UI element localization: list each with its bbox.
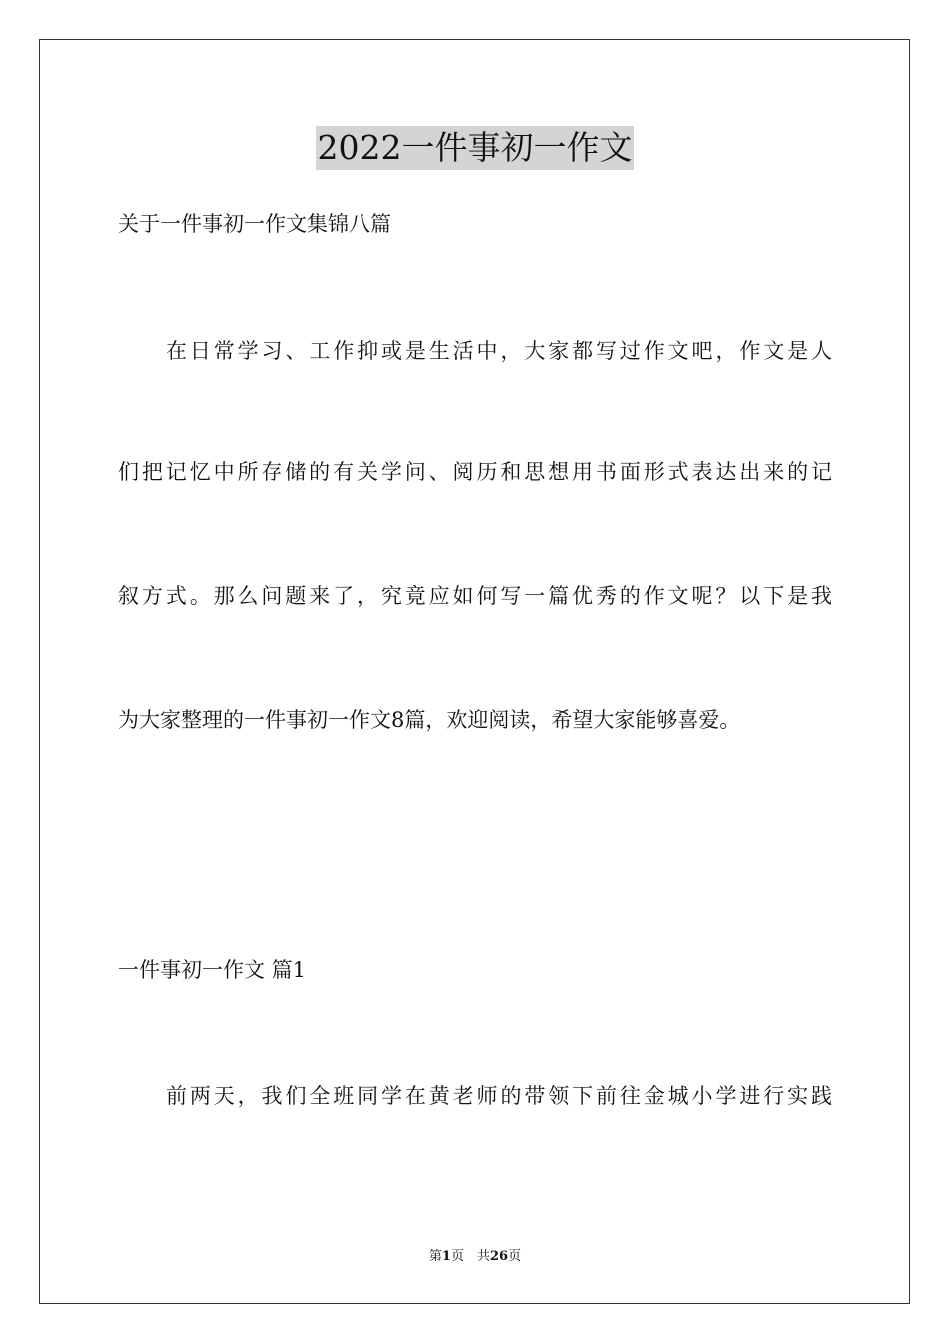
footer-page-total: 26 [489, 1249, 509, 1264]
page-footer [0, 1248, 950, 1266]
footer-page-mid: 页 共 [450, 1249, 490, 1264]
section-heading: 一件事初一作文 篇1 [118, 958, 307, 982]
footer-page-current: 1 [441, 1249, 451, 1264]
footer-page-prefix: 第 [428, 1249, 442, 1264]
intro-line-4: 为大家整理的一件事初一作文8篇，欢迎阅读，希望大家能够喜爱。 [118, 708, 741, 732]
document-title-text: 2022一件事初一作文 [316, 126, 635, 170]
intro-line-1: 在日常学习、工作抑或是生活中，大家都写过作文吧，作文是人 [166, 339, 832, 363]
section-first-line: 前两天，我们全班同学在黄老师的带领下前往金城小学进行实践 [166, 1084, 832, 1108]
document-subtitle: 关于一件事初一作文集锦八篇 [118, 212, 391, 236]
document-title [0, 126, 950, 176]
footer-page-suffix: 页 [508, 1249, 522, 1264]
intro-line-3: 叙方式。那么问题来了，究竟应如何写一篇优秀的作文呢？以下是我 [118, 584, 832, 608]
intro-line-2: 们把记忆中所存储的有关学问、阅历和思想用书面形式表达出来的记 [118, 460, 832, 484]
